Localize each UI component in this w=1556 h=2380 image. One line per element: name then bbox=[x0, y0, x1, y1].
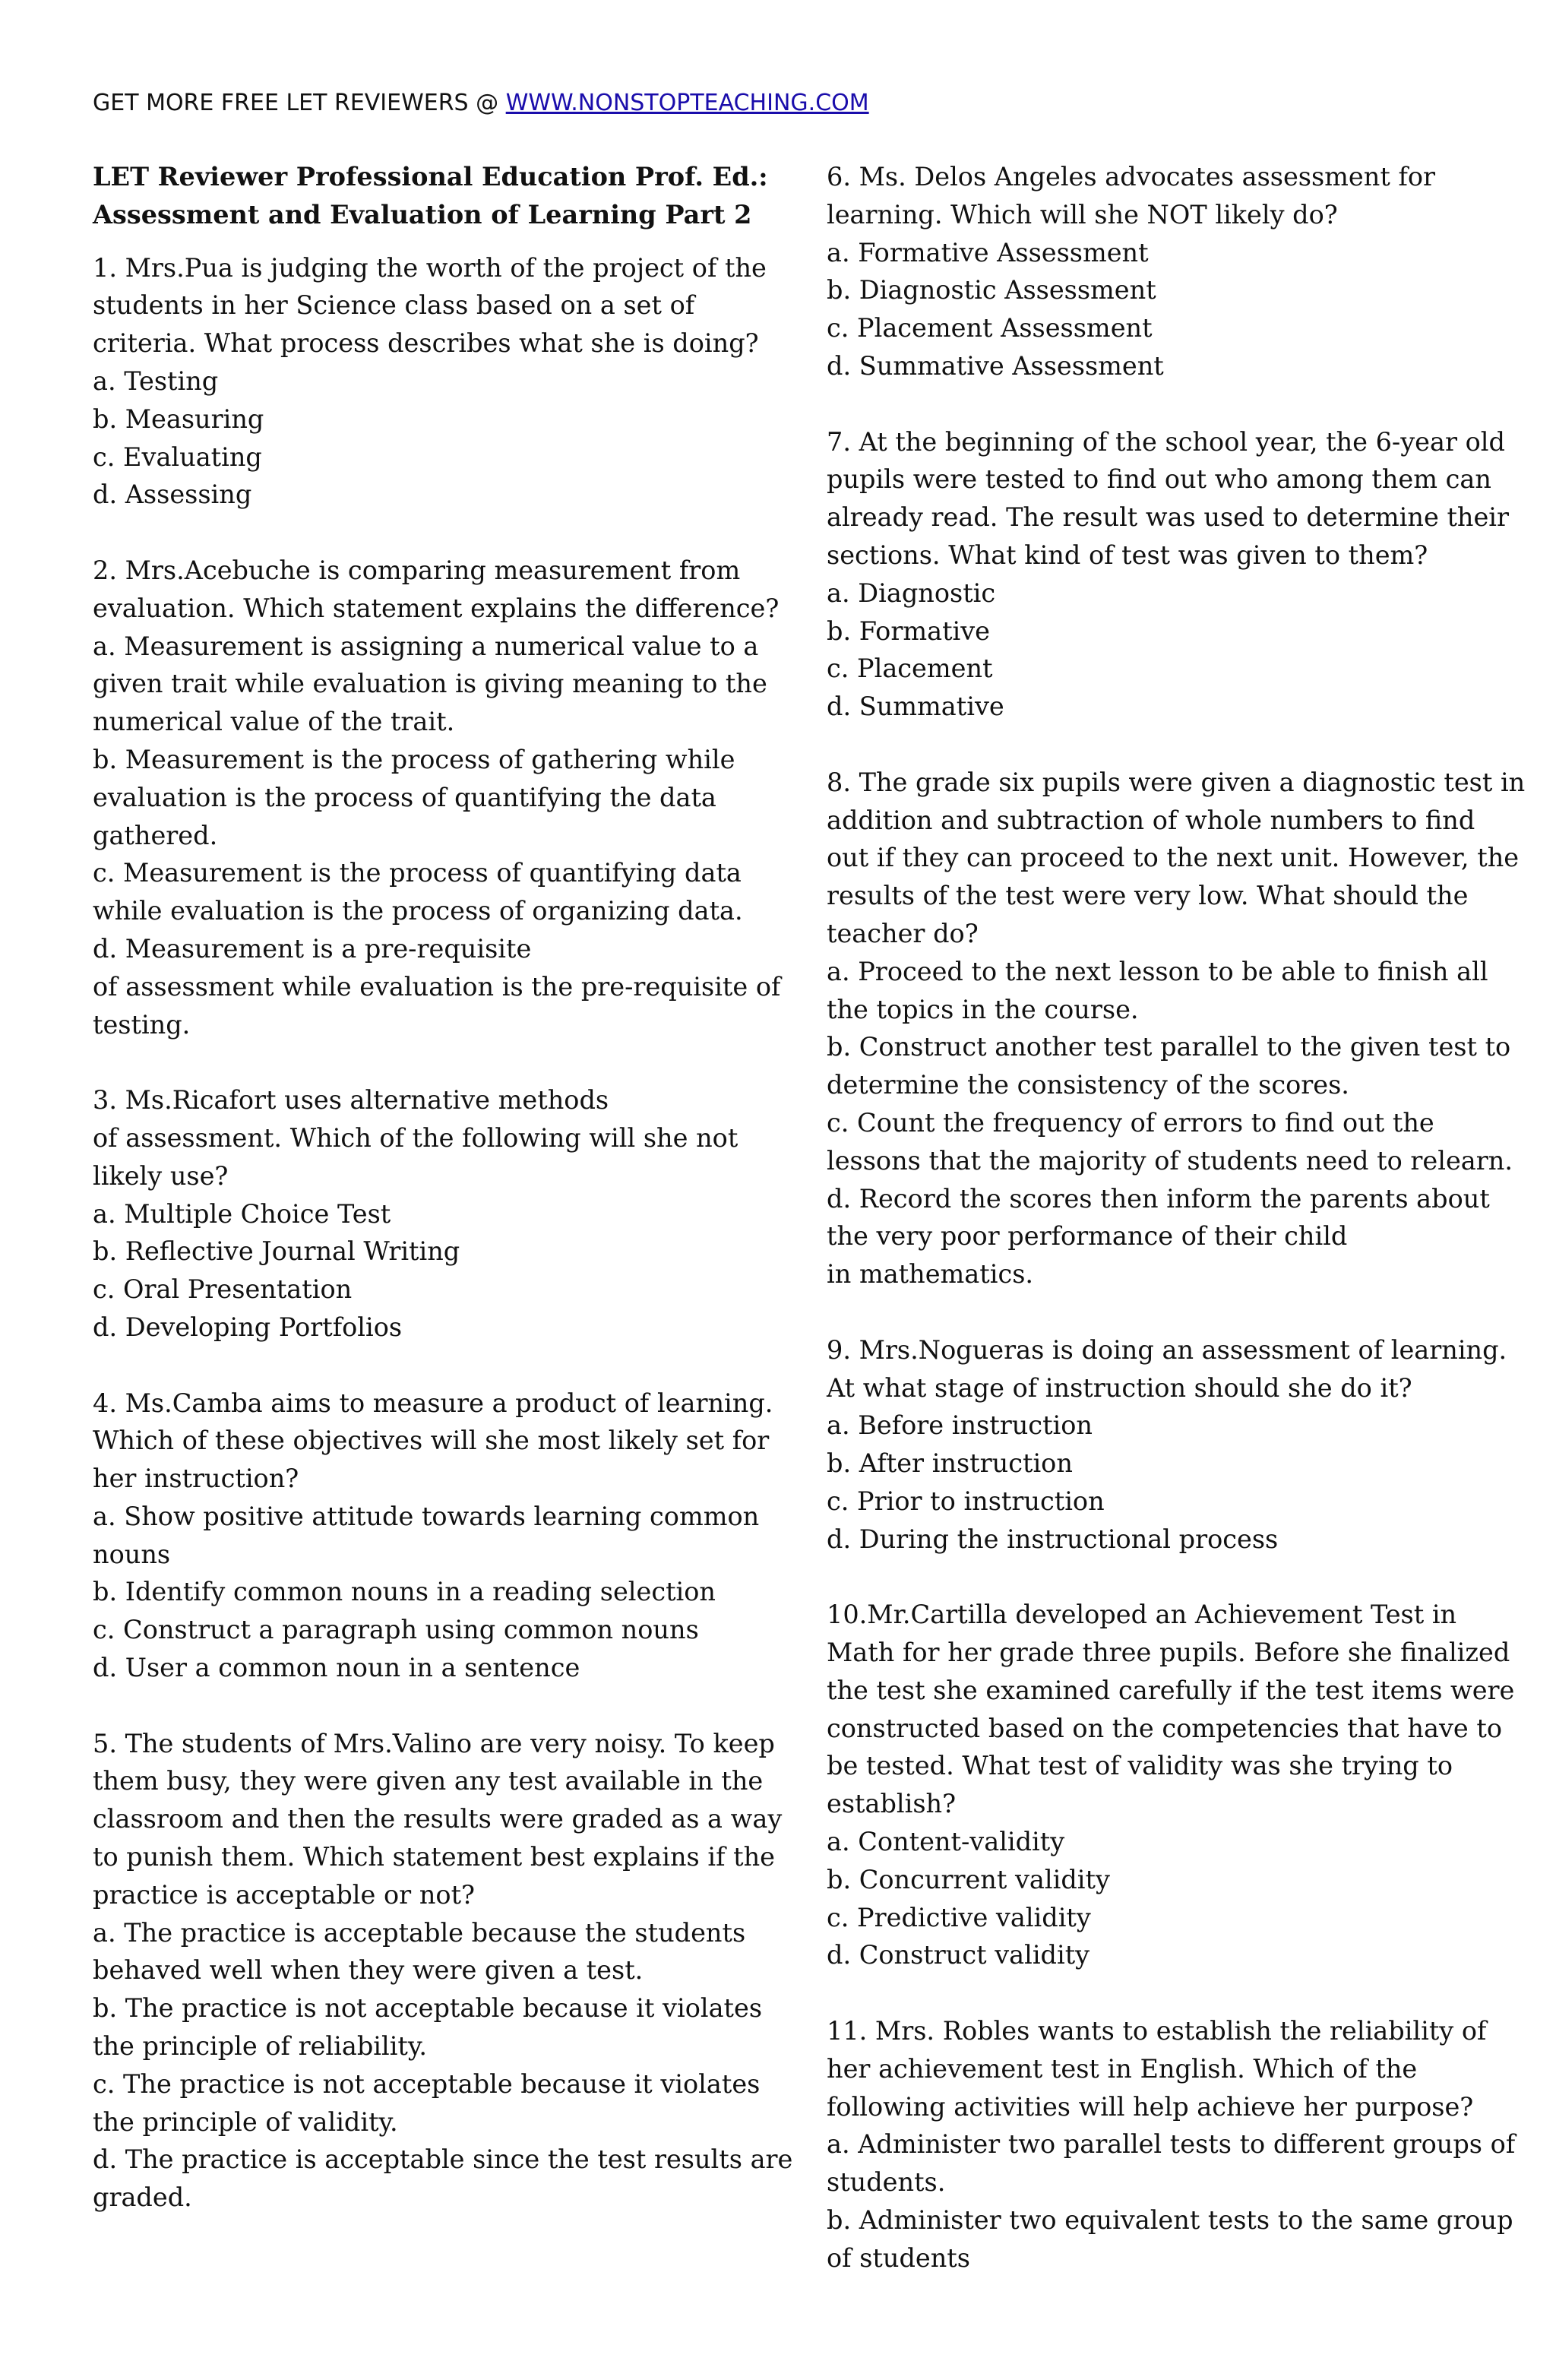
question-line: be tested. What test of validity was she trying to bbox=[827, 1751, 1453, 1781]
question-line: a. Content-validity bbox=[827, 1827, 1065, 1857]
question-line: c. Oral Presentation bbox=[93, 1274, 353, 1305]
question-block bbox=[827, 2012, 1516, 2277]
question-line: of assessment while evaluation is the pre-requisite of bbox=[93, 971, 781, 1002]
question-line: c. Predictive validity bbox=[827, 1902, 1091, 1932]
question-line: c. Prior to instruction bbox=[827, 1486, 1105, 1516]
question-line: the topics in the course. bbox=[827, 994, 1139, 1024]
question-line: constructed based on the competencies that have to bbox=[827, 1713, 1502, 1743]
question-line: already read. The result was used to determine their bbox=[827, 502, 1510, 533]
question-line: a. Administer two parallel tests to different groups of bbox=[827, 2129, 1516, 2160]
question-line: sections. What kind of test was given to them? bbox=[827, 540, 1428, 570]
left-column bbox=[93, 158, 793, 2217]
question-block bbox=[93, 1725, 793, 2217]
question-block bbox=[827, 1596, 1515, 1974]
question-line: c. Count the frequency of errors to find out the bbox=[827, 1107, 1434, 1138]
website-link[interactable]: WWW.NONSTOPTEACHING.COM bbox=[505, 90, 869, 116]
question-line: b. Concurrent validity bbox=[827, 1864, 1110, 1894]
question-line: following activities will help achieve her purpose? bbox=[827, 2091, 1474, 2122]
question-line: b. The practice is not acceptable because it violates bbox=[93, 1993, 763, 2024]
question-line: d. User a common noun in a sentence bbox=[93, 1653, 580, 1683]
question-line: them busy, they were given any test available in the bbox=[93, 1766, 764, 1796]
question-line: students in her Science class based on a set of bbox=[93, 290, 695, 321]
question-line: a. Proceed to the next lesson to be able to finish all bbox=[827, 956, 1488, 986]
question-line: given trait while evaluation is giving meaning to the bbox=[93, 669, 767, 699]
question-line: b. Identify common nouns in a reading selection bbox=[93, 1577, 716, 1607]
question-line: b. Administer two equivalent tests to the same group bbox=[827, 2205, 1513, 2236]
question-line: 9. Mrs.Nogueras is doing an assessment of learning. bbox=[827, 1334, 1507, 1365]
question-line: c. Construct a paragraph using common nouns bbox=[93, 1615, 699, 1645]
question-line: d. Developing Portfolios bbox=[93, 1312, 403, 1342]
question-line: At what stage of instruction should she do it? bbox=[827, 1372, 1412, 1403]
title-line: LET Reviewer Professional Education Prof. Ed.: bbox=[93, 162, 768, 191]
question-block bbox=[827, 423, 1510, 726]
question-line: 7. At the beginning of the school year, the 6-year old bbox=[827, 426, 1505, 457]
question-line: likely use? bbox=[93, 1160, 229, 1191]
question-line: 3. Ms.Ricafort uses alternative methods bbox=[93, 1085, 609, 1116]
question-line: the very poor performance of their child bbox=[827, 1221, 1348, 1252]
question-line: 4. Ms.Camba aims to measure a product of learning. bbox=[93, 1388, 773, 1418]
question-line: a. Multiple Choice Test bbox=[93, 1198, 391, 1229]
question-line: b. Construct another test parallel to the given test to bbox=[827, 1032, 1511, 1062]
question-line: teacher do? bbox=[827, 918, 979, 948]
question-line: c. Measurement is the process of quantifying data bbox=[93, 858, 742, 888]
question-block bbox=[827, 764, 1526, 1293]
header-text: GET MORE FREE LET REVIEWERS @ bbox=[93, 90, 506, 116]
question-line: testing. bbox=[93, 1009, 191, 1040]
title-line: Assessment and Evaluation of Learning Part 2 bbox=[93, 199, 752, 229]
question-line: establish? bbox=[827, 1789, 957, 1819]
question-line: her achievement test in English. Which of the bbox=[827, 2053, 1418, 2084]
question-line: out if they can proceed to the next unit. However, the bbox=[827, 843, 1520, 873]
question-line: b. Diagnostic Assessment bbox=[827, 275, 1156, 305]
question-line: addition and subtraction of whole numbers to find bbox=[827, 805, 1475, 835]
question-line: results of the test were very low. What should the bbox=[827, 881, 1469, 911]
question-line: in mathematics. bbox=[827, 1259, 1034, 1290]
question-line: determine the consistency of the scores. bbox=[827, 1070, 1349, 1100]
question-line: b. After instruction bbox=[827, 1448, 1073, 1479]
question-line: the test she examined carefully if the test items were bbox=[827, 1675, 1515, 1705]
question-line: c. Evaluating bbox=[93, 442, 262, 472]
question-line: a. Formative Assessment bbox=[827, 237, 1149, 267]
question-line: c. Placement Assessment bbox=[827, 313, 1153, 343]
left-question-list bbox=[93, 249, 793, 2217]
question-line: 10.Mr.Cartilla developed an Achievement Test in bbox=[827, 1600, 1457, 1630]
question-line: while evaluation is the process of organizing data. bbox=[93, 896, 743, 926]
question-line: d. Summative Assessment bbox=[827, 350, 1164, 381]
question-line: criteria. What process describes what she is doing? bbox=[93, 328, 759, 359]
question-line: d. Record the scores then inform the parents about bbox=[827, 1183, 1490, 1214]
question-line: evaluation. Which statement explains the difference? bbox=[93, 593, 780, 623]
question-line: students. bbox=[827, 2167, 946, 2198]
question-line: d. The practice is acceptable since the test results are bbox=[93, 2144, 793, 2175]
right-column bbox=[827, 158, 1526, 2277]
question-line: the principle of validity. bbox=[93, 2106, 398, 2137]
question-line: d. Measurement is a pre-requisite bbox=[93, 933, 532, 964]
question-line: d. During the instructional process bbox=[827, 1524, 1279, 1554]
document-title bbox=[93, 158, 768, 234]
question-block bbox=[827, 1331, 1507, 1559]
question-line: a. Measurement is assigning a numerical value to a bbox=[93, 631, 759, 661]
question-block bbox=[93, 1081, 738, 1347]
right-question-list bbox=[827, 158, 1526, 2277]
question-line: a. Before instruction bbox=[827, 1410, 1093, 1441]
question-line: a. Testing bbox=[93, 366, 219, 396]
question-line: 8. The grade six pupils were given a diagnostic test in bbox=[827, 767, 1526, 797]
question-block bbox=[93, 1385, 773, 1687]
question-line: graded. bbox=[93, 2182, 192, 2213]
page-header bbox=[93, 90, 869, 116]
question-line: d. Summative bbox=[827, 692, 1004, 722]
question-line: b. Formative bbox=[827, 616, 991, 646]
question-line: Which of these objectives will she most likely set for bbox=[93, 1426, 770, 1456]
question-line: of assessment. Which of the following will she not bbox=[93, 1122, 738, 1153]
question-line: gathered. bbox=[93, 820, 218, 850]
question-line: practice is acceptable or not? bbox=[93, 1879, 475, 1910]
question-line: 11. Mrs. Robles wants to establish the reliability of bbox=[827, 2016, 1487, 2046]
question-line: behaved well when they were given a test. bbox=[93, 1955, 644, 1986]
question-line: 5. The students of Mrs.Valino are very noisy. To keep bbox=[93, 1728, 775, 1758]
question-line: c. Placement bbox=[827, 654, 993, 684]
question-block bbox=[93, 552, 781, 1043]
question-line: 1. Mrs.Pua is judging the worth of the project of the bbox=[93, 252, 767, 283]
question-line: numerical value of the trait. bbox=[93, 707, 455, 737]
question-line: learning. Which will she NOT likely do? bbox=[827, 199, 1338, 229]
question-line: c. The practice is not acceptable because it violates bbox=[93, 2068, 761, 2099]
question-line: a. Show positive attitude towards learning common bbox=[93, 1501, 760, 1531]
question-line: of students bbox=[827, 2242, 970, 2273]
question-block bbox=[93, 249, 767, 514]
question-line: d. Construct validity bbox=[827, 1940, 1090, 1970]
question-line: the principle of reliability. bbox=[93, 2031, 427, 2062]
question-line: pupils were tested to find out who among them can bbox=[827, 464, 1491, 495]
question-line: 2. Mrs.Acebuche is comparing measurement from bbox=[93, 555, 741, 585]
question-line: b. Measurement is the process of gathering while bbox=[93, 744, 735, 774]
question-block bbox=[827, 158, 1480, 385]
question-line: evaluation is the process of quantifying the data bbox=[93, 782, 716, 812]
question-line: a. The practice is acceptable because the students bbox=[93, 1917, 746, 1948]
question-line: her instruction? bbox=[93, 1464, 299, 1494]
question-line: lessons that the majority of students need to relearn. bbox=[827, 1145, 1513, 1176]
question-line: 6. Ms. Delos Angeles advocates assessment for bbox=[827, 162, 1436, 191]
question-line: classroom and then the results were graded as a way bbox=[93, 1804, 783, 1834]
question-line: to punish them. Which statement best explains if the bbox=[93, 1842, 776, 1872]
question-line: b. Reflective Journal Writing bbox=[93, 1236, 460, 1267]
question-line: d. Assessing bbox=[93, 479, 252, 510]
question-line: a. Diagnostic bbox=[827, 578, 996, 608]
question-line: Math for her grade three pupils. Before she finalized bbox=[827, 1638, 1510, 1668]
question-line: b. Measuring bbox=[93, 404, 264, 434]
question-line: nouns bbox=[93, 1539, 171, 1569]
